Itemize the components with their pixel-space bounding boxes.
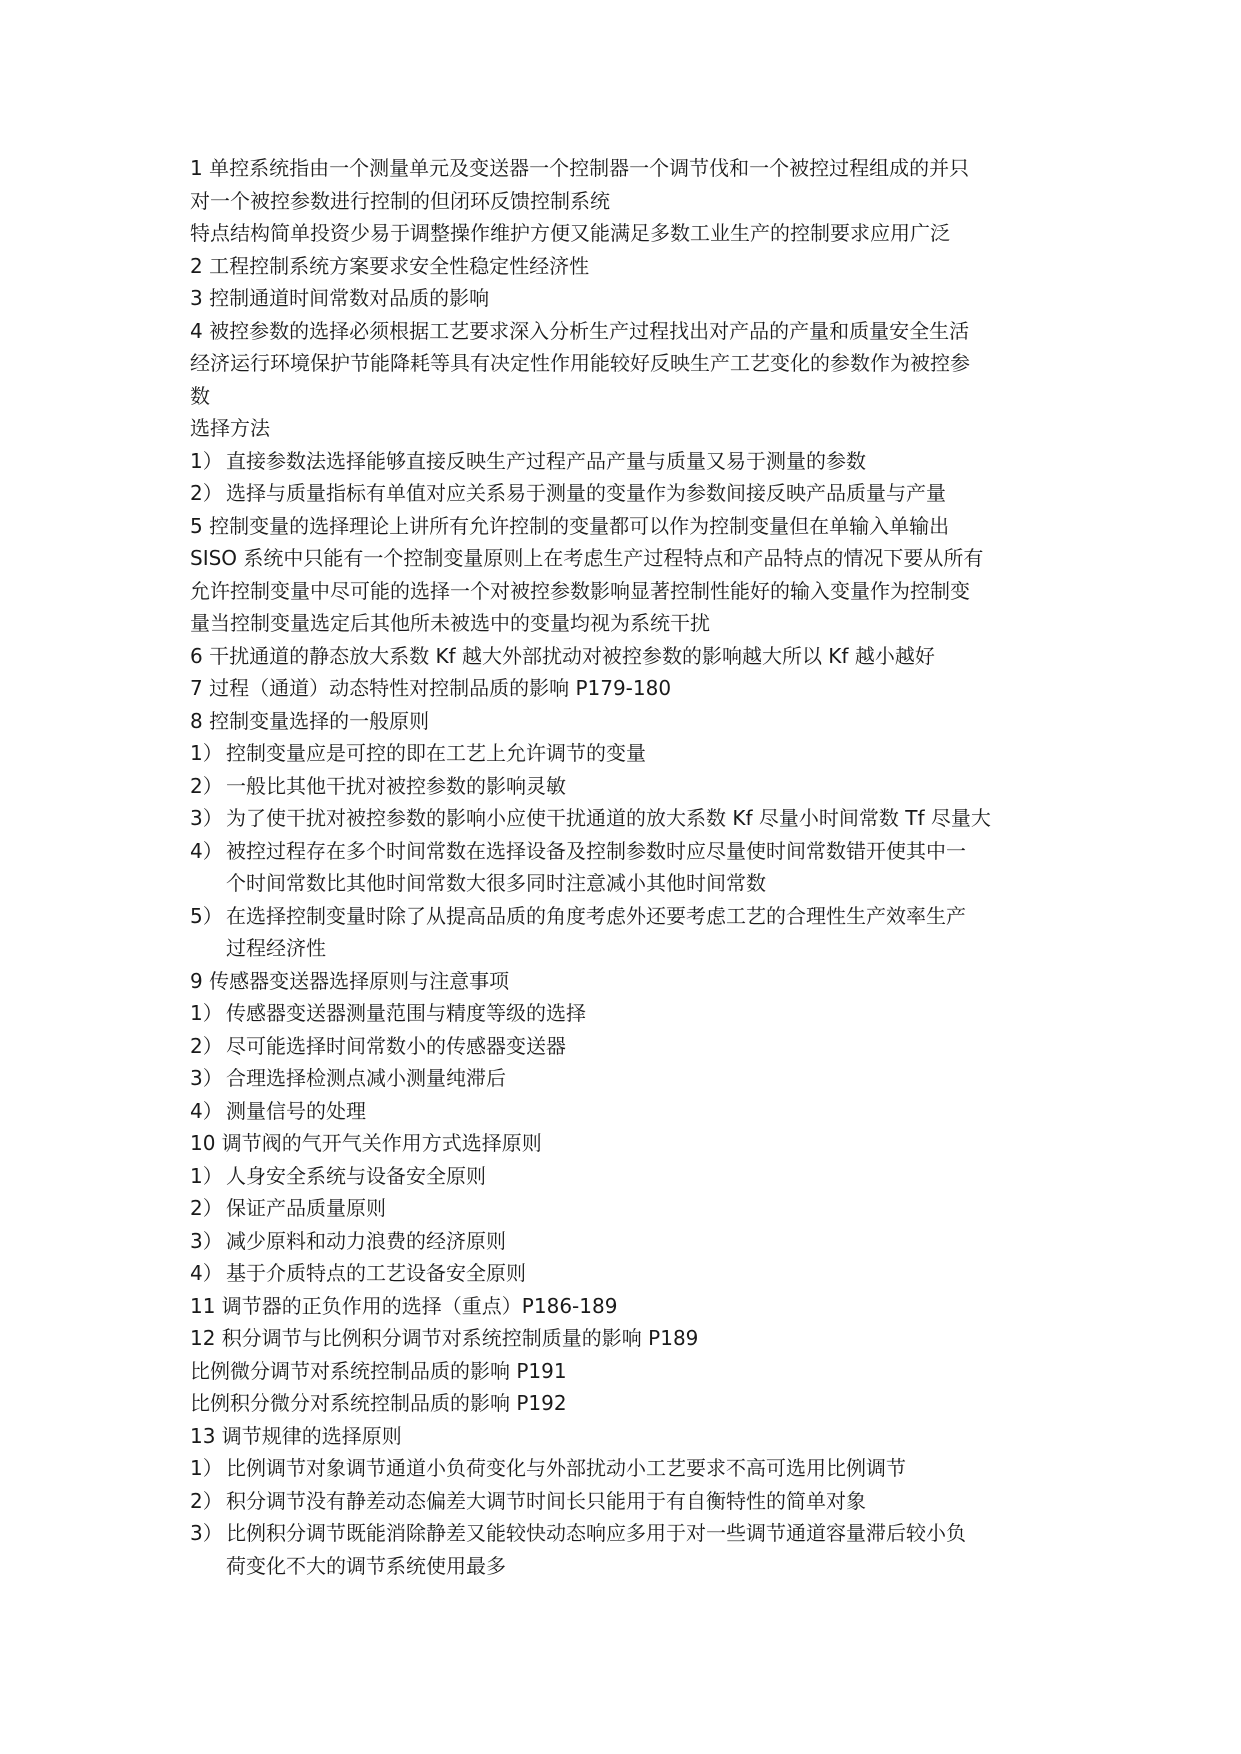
text-line: 允许控制变量中尽可能的选择一个对被控参数影响显著控制性能好的输入变量作为控制变 <box>190 578 970 603</box>
list-item-text <box>226 477 1070 510</box>
text-line: 数 <box>190 383 210 408</box>
list-item-line: 基于介质特点的工艺设备安全原则 <box>226 1261 526 1285</box>
list-item-number: 2） <box>190 1033 223 1058</box>
list-item <box>190 1192 1070 1225</box>
list-item-line: 在选择控制变量时除了从提高品质的角度考虑外还要考虑工艺的合理性生产效率生产 <box>226 903 966 928</box>
list-item-text <box>226 1192 1070 1225</box>
list-item-number: 4） <box>190 838 223 863</box>
list-item-line: 直接参数法选择能够直接反映生产过程产品产量与质量又易于测量的参数 <box>226 448 866 473</box>
list-item-text <box>226 997 1070 1030</box>
text-line: 3 控制通道时间常数对品质的影响 <box>190 286 490 310</box>
list-item-line: 减少原料和动力浪费的经济原则 <box>226 1228 506 1253</box>
list-item <box>190 1257 1070 1290</box>
text-line: 8 控制变量选择的一般原则 <box>190 708 430 733</box>
text-line: 特点结构简单投资少易于调整操作维护方便又能满足多数工业生产的控制要求应用广泛 <box>190 221 950 245</box>
list-item <box>190 1517 1070 1582</box>
text-line: 选择方法 <box>190 416 270 440</box>
list-item-line: 为了使干扰对被控参数的影响小应使干扰通道的放大系数 Kf 尽量小时间常数 Tf 尽量大 <box>226 806 991 830</box>
list-item <box>190 477 1070 510</box>
list-item <box>190 737 1070 770</box>
list-item-number: 4） <box>190 1261 223 1285</box>
list-item-text <box>226 737 1070 770</box>
list-item-text <box>226 1030 1070 1063</box>
list-item-number: 1） <box>190 448 223 473</box>
list-item-line: 选择与质量指标有单值对应关系易于测量的变量作为参数间接反映产品质量与产量 <box>226 481 946 505</box>
list-item-text <box>226 802 1070 835</box>
list-item-line: 积分调节没有静差动态偏差大调节时间长只能用于有自衡特性的简单对象 <box>226 1488 866 1513</box>
list-item-text <box>226 1095 1070 1128</box>
text-line: 6 干扰通道的静态放大系数 Kf 越大外部扰动对被控参数的影响越大所以 Kf 越小越好 <box>190 643 935 668</box>
list-item-line: 比例积分调节既能消除静差又能较快动态响应多用于对一些调节通道容量滞后较小负 <box>226 1521 966 1545</box>
list-item-number: 2） <box>190 773 223 798</box>
list-item <box>190 1030 1070 1063</box>
list-item <box>190 900 1070 965</box>
text-line: 4 被控参数的选择必须根据工艺要求深入分析生产过程找出对产品的产量和质量安全生活 <box>190 318 970 343</box>
list-item-text <box>226 835 1070 900</box>
list-item-number: 3） <box>190 1228 223 1253</box>
list-item-number: 3） <box>190 1066 223 1090</box>
list-item-number: 1） <box>190 1001 223 1025</box>
list-item <box>190 1062 1070 1095</box>
text-line: 对一个被控参数进行控制的但闭环反馈控制系统 <box>190 188 610 213</box>
list-item-number: 1） <box>190 1456 223 1480</box>
list-item-line: 被控过程存在多个时间常数在选择设备及控制参数时应尽量使时间常数错开使其中一 <box>226 838 966 863</box>
list-item <box>190 1485 1070 1518</box>
text-line: 比例微分调节对系统控制品质的影响 P191 <box>190 1358 567 1383</box>
text-line: 经济运行环境保护节能降耗等具有决定性作用能较好反映生产工艺变化的参数作为被控参 <box>190 351 970 375</box>
list-item-line: 控制变量应是可控的即在工艺上允许调节的变量 <box>226 741 646 765</box>
list-item-line: 尽可能选择时间常数小的传感器变送器 <box>226 1033 566 1058</box>
list-item-text <box>226 770 1070 803</box>
list-item-text <box>226 1517 1070 1582</box>
list-item-line: 保证产品质量原则 <box>226 1196 386 1220</box>
text-line: 7 过程（通道）动态特性对控制品质的影响 P179-180 <box>190 676 672 700</box>
list-item-line: 合理选择检测点减小测量纯滞后 <box>226 1066 506 1090</box>
list-item-number: 4） <box>190 1098 223 1123</box>
list-item <box>190 1225 1070 1258</box>
list-item-line: 比例调节对象调节通道小负荷变化与外部扰动小工艺要求不高可选用比例调节 <box>226 1456 906 1480</box>
list-item-number: 3） <box>190 1521 223 1545</box>
text-line: 11 调节器的正负作用的选择（重点）P186-189 <box>190 1293 618 1318</box>
list-item-number: 1） <box>190 1163 223 1188</box>
list-item-text <box>226 1452 1070 1485</box>
list-item-text <box>226 1485 1070 1518</box>
list-item-line: 测量信号的处理 <box>226 1098 366 1123</box>
list-item <box>190 1452 1070 1485</box>
list-item <box>190 1160 1070 1193</box>
list-item-line: 过程经济性 <box>226 936 326 960</box>
list-item-text <box>226 1225 1070 1258</box>
document-body <box>190 152 1070 1582</box>
list-item <box>190 445 1070 478</box>
list-item-text <box>226 1160 1070 1193</box>
list-item-line: 荷变化不大的调节系统使用最多 <box>226 1553 506 1578</box>
list-item-number: 2） <box>190 1196 223 1220</box>
list-item <box>190 802 1070 835</box>
text-line: 1 单控系统指由一个测量单元及变送器一个控制器一个调节伐和一个被控过程组成的并只 <box>190 156 970 180</box>
text-line: 12 积分调节与比例积分调节对系统控制质量的影响 P189 <box>190 1326 699 1350</box>
list-item-line: 个时间常数比其他时间常数大很多同时注意减小其他时间常数 <box>226 871 766 895</box>
list-item <box>190 835 1070 900</box>
list-item-text <box>226 900 1070 965</box>
list-item-text <box>226 1062 1070 1095</box>
text-line: 量当控制变量选定后其他所未被选中的变量均视为系统干扰 <box>190 611 710 635</box>
text-line: 9 传感器变送器选择原则与注意事项 <box>190 968 510 993</box>
list-item-text <box>226 445 1070 478</box>
list-item <box>190 770 1070 803</box>
list-item-number: 2） <box>190 1488 223 1513</box>
text-line: 5 控制变量的选择理论上讲所有允许控制的变量都可以作为控制变量但在单输入单输出 <box>190 513 950 538</box>
list-item-line: 人身安全系统与设备安全原则 <box>226 1163 486 1188</box>
text-line: SISO 系统中只能有一个控制变量原则上在考虑生产过程特点和产品特点的情况下要从所有 <box>190 546 984 570</box>
text-line: 10 调节阀的气开气关作用方式选择原则 <box>190 1131 542 1155</box>
list-item-number: 5） <box>190 903 223 928</box>
list-item <box>190 1095 1070 1128</box>
list-item-number: 1） <box>190 741 223 765</box>
text-line: 2 工程控制系统方案要求安全性稳定性经济性 <box>190 253 590 278</box>
list-item-number: 3） <box>190 806 223 830</box>
text-line: 13 调节规律的选择原则 <box>190 1423 402 1448</box>
list-item <box>190 997 1070 1030</box>
list-item-number: 2） <box>190 481 223 505</box>
text-line: 比例积分微分对系统控制品质的影响 P192 <box>190 1391 567 1415</box>
list-item-text <box>226 1257 1070 1290</box>
list-item-line: 一般比其他干扰对被控参数的影响灵敏 <box>226 773 566 798</box>
list-item-line: 传感器变送器测量范围与精度等级的选择 <box>226 1001 586 1025</box>
